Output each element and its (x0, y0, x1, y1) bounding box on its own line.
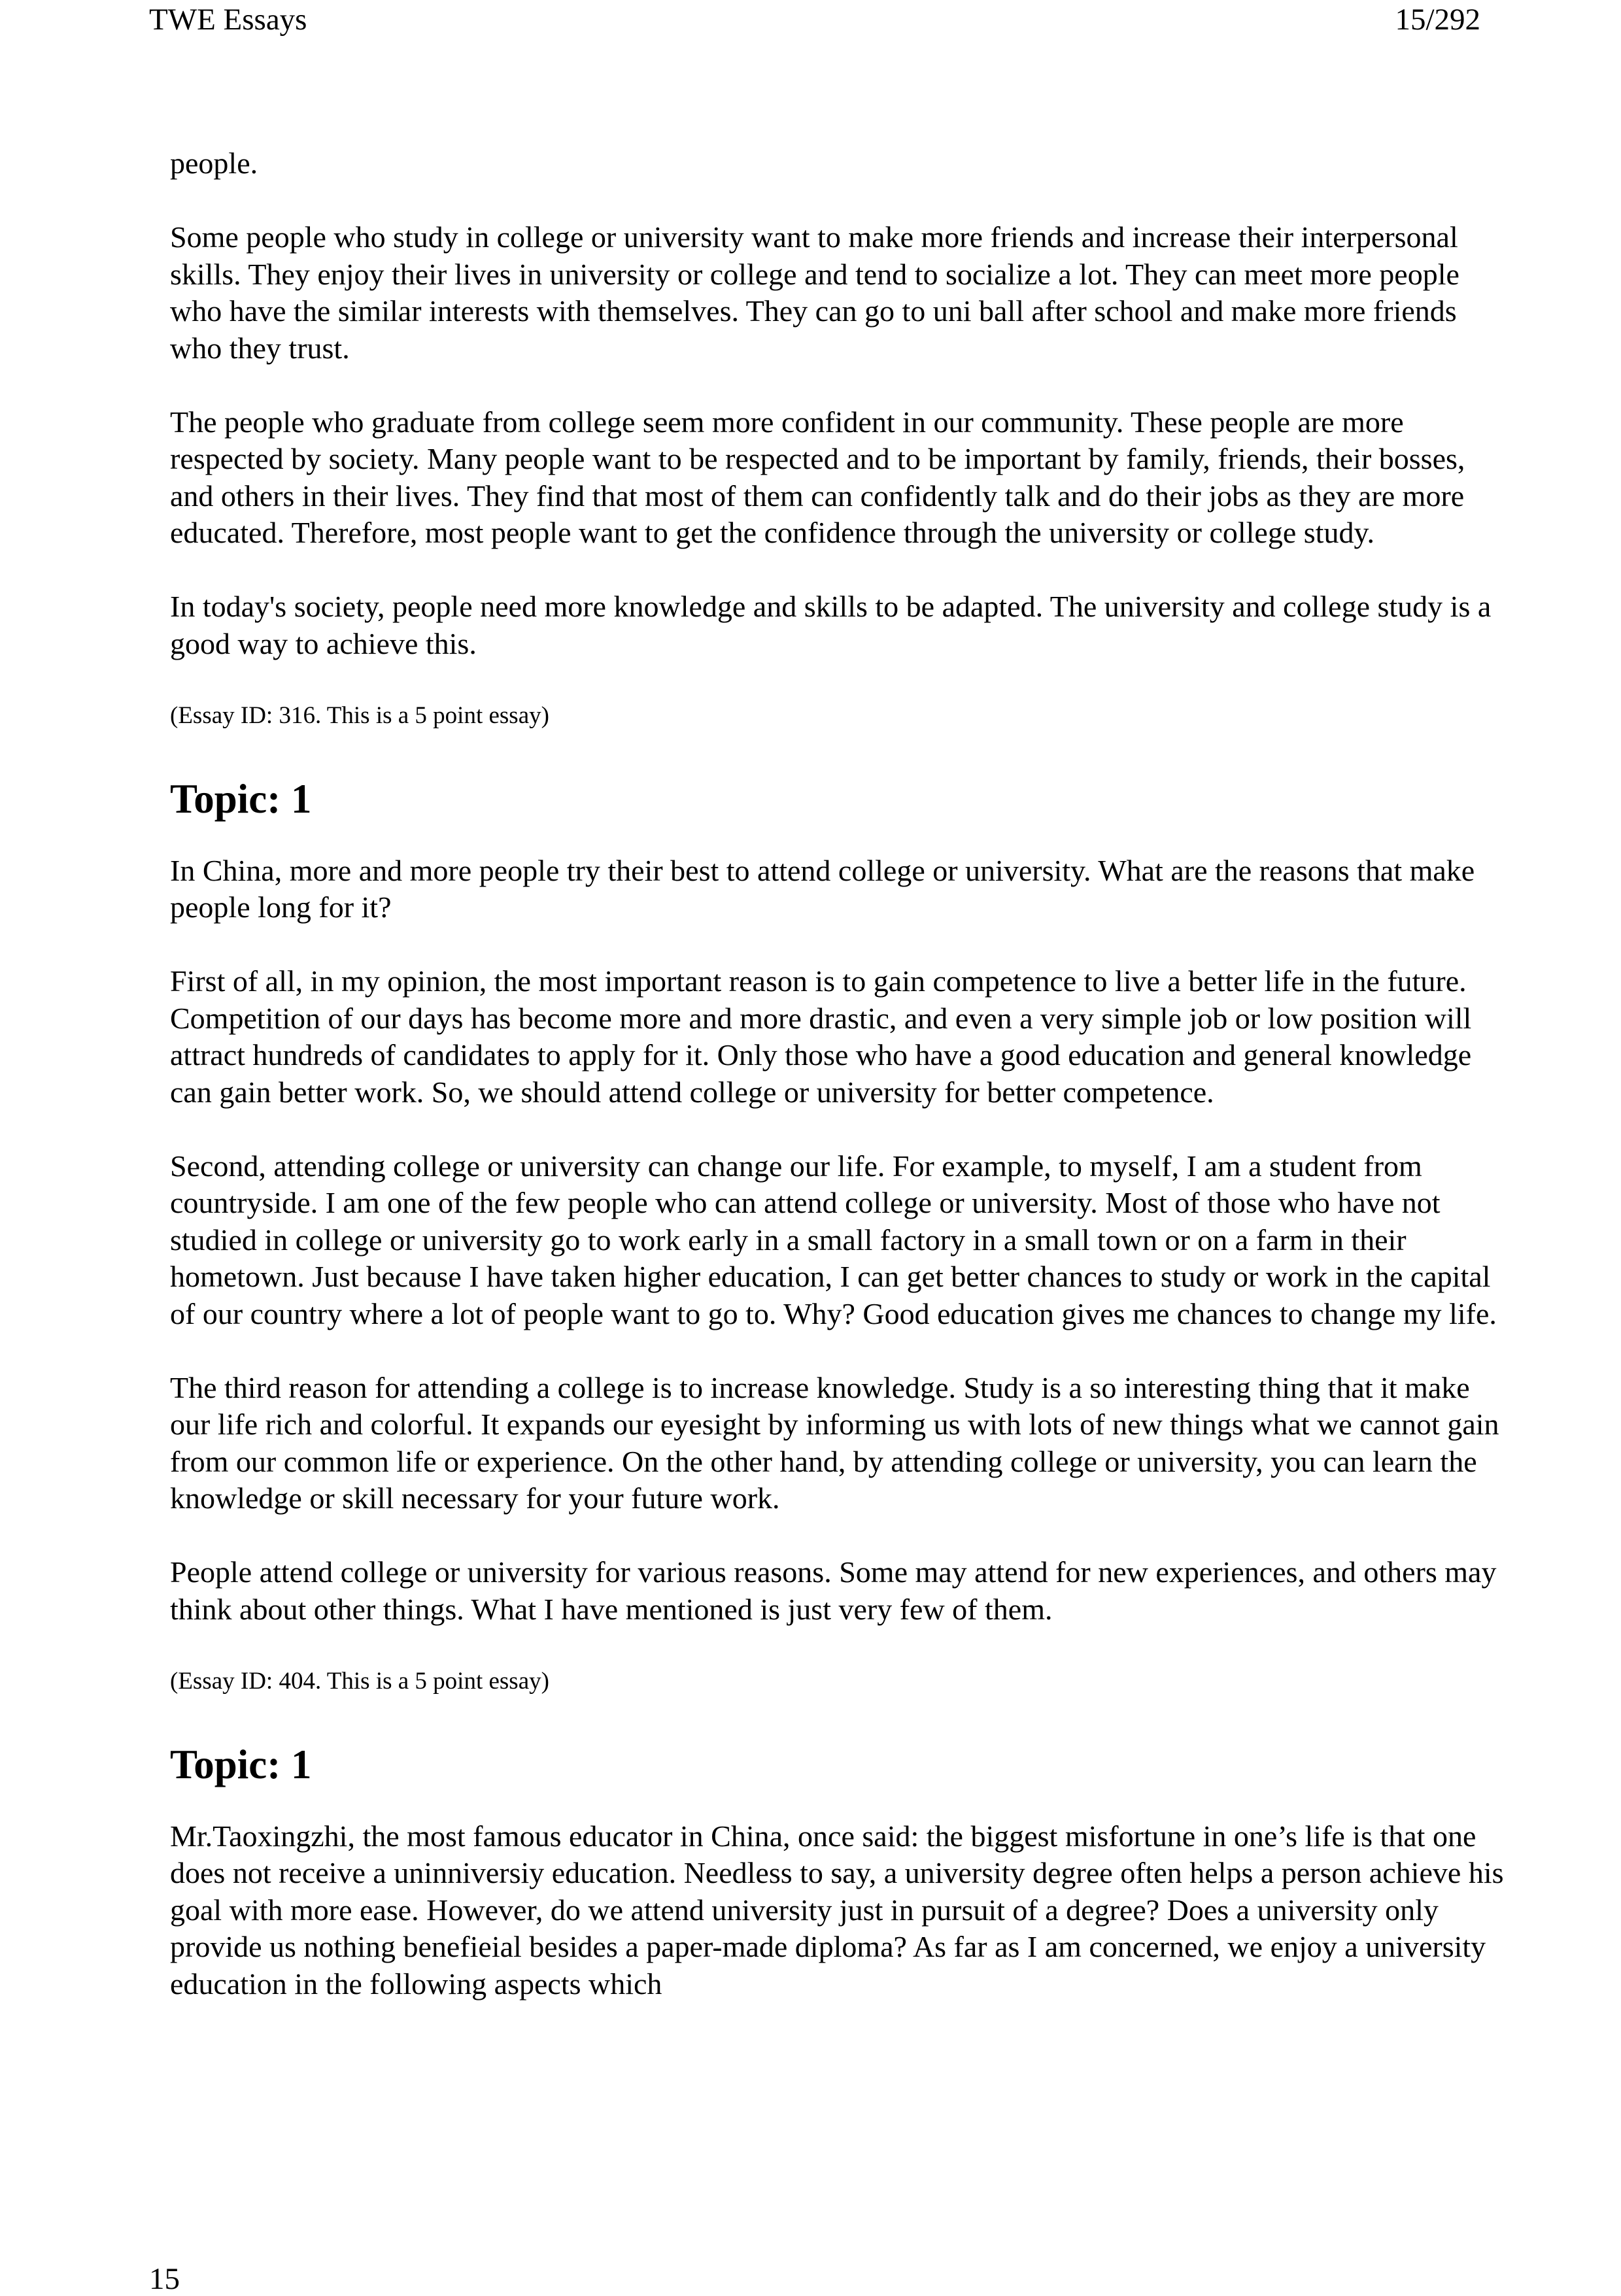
topic-heading: Topic: 1 (170, 1741, 312, 1787)
paragraph: Some people who study in college or university want to make more friends and increase their interpersonal skills. They enjoy their lives in university or college and tend to socialize a lot. They can meet more people who have the similar interests with themselves. They can go to uni ball after school and make more friends who they trust. (170, 220, 1459, 365)
paragraph: Mr.Taoxingzhi, the most famous educator in China, once said: the biggest misfortune in one’s life is that one does not receive a uninniversiy education. Needless to say, a university degree often helps a person achieve his goal with more ease. However, do we attend university just in pursuit of a degree? Does a university only provide us nothing benefieial besides a paper-made diploma? As far as I am concerned, we enjoy a university education in the following aspects which (170, 1819, 1504, 2001)
paragraph: In today's society, people need more knowledge and skills to be adapted. The university and college study is a good way to achieve this. (170, 590, 1492, 660)
essay-316 (170, 145, 1510, 732)
paragraph: People attend college or university for various reasons. Some may attend for new experiences, and others may think about other things. What I have mentioned is just very few of them. (170, 1555, 1497, 1626)
topic-heading: Topic: 1 (170, 775, 312, 822)
paragraph: First of all, in my opinion, the most important reason is to gain competence to live a better life in the future. Competition of our days has become more and more drastic, and even a very simple job or low position will attract hundreds of candidates to apply for it. Only those who have a good education and general knowledge can gain better work. So, we should attend college or university for better competence. (170, 964, 1472, 1109)
page-counter: 15/292 (1395, 3, 1480, 37)
paragraph: In China, more and more people try their best to attend college or university. What are the reasons that make people long for it? (170, 853, 1475, 924)
essay-id-note: (Essay ID: 404. This is a 5 point essay) (170, 1667, 549, 1695)
page-content (170, 145, 1510, 2002)
essay-next (170, 1738, 1510, 2003)
paragraph: Second, attending college or university can change our life. For example, to myself, I am a student from countryside. I am one of the few people who can attend college or university. Most of those who have not studied in college or university go to work early in a small factory in a small town or on a farm in their hometown. Just because I have taken higher education, I can get better chances to study or work in the capital of our country where a lot of people want to go to. Why? Good education gives me chances to change my life. (170, 1149, 1497, 1330)
footer-page-number: 15 (149, 2262, 180, 2296)
essay-id-note: (Essay ID: 316. This is a 5 point essay) (170, 701, 549, 729)
essay-404 (170, 773, 1510, 1698)
paragraph: The third reason for attending a college is to increase knowledge. Study is a so interesting thing that it make our life rich and colorful. It expands our eyesight by informing us with lots of new things what we cannot gain from our common life or experience. On the other hand, by attending college or university, you can learn the knowledge or skill necessary for your future work. (170, 1370, 1499, 1515)
paragraph-fragment: people. (170, 146, 258, 180)
header-title: TWE Essays (149, 3, 307, 37)
paragraph: The people who graduate from college seem more confident in our community. These people are more respected by society. Many people want to be respected and to be important by family, friends, their bosses, and others in their lives. They find that most of them can confidently talk and do their jobs as they are more educated. Therefore, most people want to get the confidence through the university or college study. (170, 405, 1465, 549)
